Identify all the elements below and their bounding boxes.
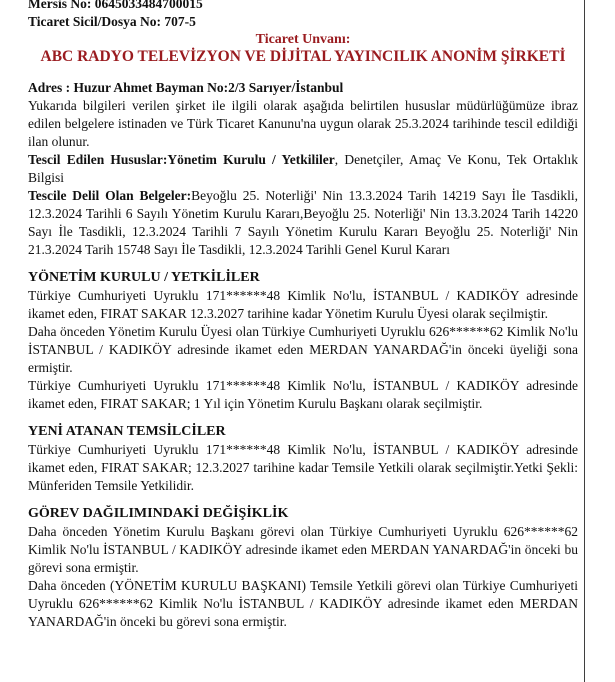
board-chairman-election-paragraph: Türkiye Cumhuriyeti Uyruklu 171******48 Kimlik No'lu, İSTANBUL / KADIKÖY adresinde ikamet eden, FIRAT SAKAR; 1 Yıl için Yönetim Kurulu Başkanı olarak seçilmiştir. — [28, 378, 578, 411]
registered-matters-label: Tescil Edilen Hususlar:Yönetim Kurulu / Yetkililer — [28, 152, 335, 167]
representative-duty-end-paragraph: Daha önceden (YÖNETİM KURULU BAŞKANI) Temsile Yetkili görevi olan Türkiye Cumhuriyeti Uyruklu 626******62 Kimlik No'lu İSTANBUL / KADIKÖY adresinde ikamet eden MERDAN YANARDAĞ'in önceki bu görevi sona ermiştir. — [28, 578, 578, 629]
chairman-duty-end-paragraph: Daha önceden Yönetim Kurulu Başkanı görevi olan Türkiye Cumhuriyeti Uyruklu 626******62 Kimlik No'lu İSTANBUL / KADIKÖY adresinde ikamet eden MERDAN YANARDAĞ'in önceki bu görevi sona ermiştir. — [28, 524, 578, 575]
board-member-termination-paragraph: Daha önceden Yönetim Kurulu Üyesi olan Türkiye Cumhuriyeti Uyruklu 626******62 Kimlik No'lu İSTANBUL / KADIKÖY adresinde ikamet eden MERDAN YANARDAĞ'in önceki üyeliği sona ermiştir. — [28, 324, 578, 375]
section-new-representatives — [28, 423, 578, 495]
section-duty-change — [28, 505, 578, 631]
company-name: ABC RADYO TELEVİZYON VE DİJİTAL YAYINCILIK ANONİM ŞİRKETİ — [40, 48, 566, 65]
representative-appointment-paragraph: Türkiye Cumhuriyeti Uyruklu 171******48 Kimlik No'lu, İSTANBUL / KADIKÖY adresinde ikamet eden, FIRAT SAKAR; 12.3.2027 tarihine kadar Temsile Yetkili olarak seçilmiştir.Yetki Şekli: Münferiden Temsile Yetkilidir. — [28, 442, 578, 493]
sicil-no-line: Ticaret Sicil/Dosya No: 707-5 — [28, 14, 196, 29]
trade-title-caption: Ticaret Unvanı: — [255, 32, 351, 47]
section-heading-board-members: YÖNETİM KURULU / YETKİLİLER — [28, 270, 260, 285]
announcement-content — [28, 0, 578, 631]
section-heading-duty-change: GÖREV DAĞILIMINDAKİ DEĞİŞİKLİK — [28, 506, 289, 521]
section-board-members — [28, 269, 578, 413]
section-heading-new-representatives: YENİ ATANAN TEMSİLCİLER — [28, 424, 226, 439]
evidence-documents-text: Beyoğlu 25. Noterliği' Nin 13.3.2024 Tarih 14219 Sayı İle Tasdikli, 12.3.2024 Tarihli 6 Sayılı Yönetim Kurulu Kararı,Beyoğlu 25. Noterliği' Nin 13.3.2024 Tarih 14220 Sayı İle Tasdikli, 12.3.2024 Tarihli 7 Sayılı Yönetim Kurulu Kararı Beyoğlu 25. Noterliği' Nin 21.3.2024 Tarih 15748 Sayı İle Tasdikli, 12.3.2024 Tarihli Genel Kurul Kararı — [28, 188, 579, 257]
column-divider-rule — [584, 0, 585, 682]
address-line: Adres : Huzur Ahmet Bayman No:2/3 Sarıyer/İstanbul — [28, 80, 344, 95]
registered-matters-paragraph — [28, 151, 578, 187]
board-member-appointment-paragraph: Türkiye Cumhuriyeti Uyruklu 171******48 Kimlik No'lu, İSTANBUL / KADIKÖY adresinde ikamet eden, FIRAT SAKAR 12.3.2027 tarihine kadar Yönetim Kurulu Üyesi olarak seçilmiştir. — [28, 288, 578, 321]
evidence-documents-label: Tescile Delil Olan Belgeler: — [28, 188, 192, 203]
evidence-documents-paragraph — [28, 187, 578, 259]
registered-matters-text: , Denetçiler, Amaç Ve Konu, Tek Ortaklık Bilgisi — [28, 152, 578, 185]
mersis-no-line: Mersis No: 0645033484700015 — [28, 0, 203, 11]
registration-intro-paragraph: Yukarıda bilgileri verilen şirket ile ilgili olarak aşağıda belirtilen hususlar müdürlüğümüze ibraz edilen belgelere istinaden ve Türk Ticaret Kanunu'na uygun olarak 25.3.2024 tarihinde tescil edildiği ilan olunur. — [28, 98, 578, 149]
